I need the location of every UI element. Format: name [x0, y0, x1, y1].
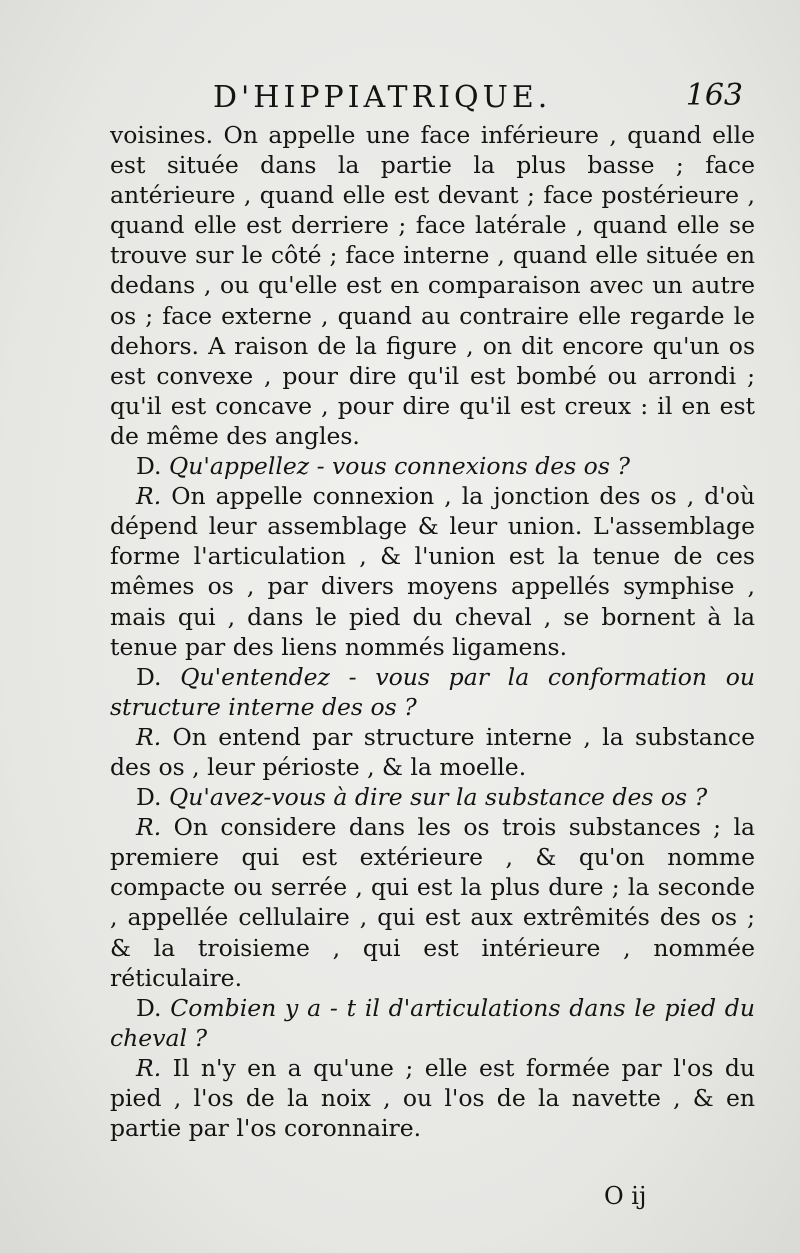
body-text	[110, 120, 755, 1143]
question-text: Combien y a - t il d'articulations dans le pied du cheval ?	[110, 993, 755, 1052]
answer-3	[110, 812, 755, 993]
question-text: Qu'entendez - vous par la conformation ou structure interne des os ?	[110, 662, 755, 721]
answer-label: R.	[136, 813, 162, 842]
answer-text: On entend par structure interne , la substance des os , leur périoste , & la moelle.	[110, 722, 755, 781]
answer-label: R.	[136, 722, 162, 751]
signature-mark: O ij	[604, 1182, 647, 1210]
answer-text: Il n'y en a qu'une ; elle est formée par l'os du pied , l'os de la noix , ou l'os de la navette , & en partie par l'os coronnaire.	[110, 1053, 755, 1143]
question-4	[110, 993, 755, 1053]
question-3	[110, 782, 755, 812]
answer-label: R.	[136, 482, 162, 511]
question-label: D.	[136, 452, 162, 481]
question-label: D.	[136, 993, 162, 1022]
question-2	[110, 662, 755, 722]
answer-2	[110, 722, 755, 782]
question-1	[110, 451, 755, 481]
answer-text: On considere dans les os trois substances ; la premiere qui est extérieure , & qu'on nomme compacte ou serrée , qui est la plus dure ; la seconde , appellée cellulaire , qui est aux extrêmités des os ; & la troisieme , qui est intérieure , nommée réticulaire.	[110, 813, 755, 992]
paragraph-continuation: voisines. On appelle une face inférieure , quand elle est située dans la partie la plus basse ; face antérieure , quand elle est devant ; face postérieure , quand elle est derriere ; face latérale , quand elle se trouve sur le côté ; face interne , quand elle située en dedans , ou qu'elle est en comparaison avec un autre os ; face externe , quand au contraire elle regarde le dehors. A raison de la figure , on dit encore qu'un os est convexe , pour dire qu'il est bombé ou arrondi ; qu'il est concave , pour dire qu'il est creux : il en est de même des angles.	[110, 121, 755, 450]
running-head	[213, 78, 743, 118]
answer-1	[110, 481, 755, 662]
question-label: D.	[136, 783, 162, 812]
question-label: D.	[136, 662, 162, 691]
question-text: Qu'avez-vous à dire sur la substance des os ?	[168, 783, 708, 812]
page-number: 163	[685, 78, 743, 113]
answer-label: R.	[136, 1053, 162, 1082]
answer-4	[110, 1053, 755, 1143]
running-title: D'HIPPIATRIQUE.	[213, 80, 552, 115]
question-text: Qu'appellez - vous connexions des os ?	[168, 452, 630, 481]
answer-text: On appelle connexion , la jonction des os , d'où dépend leur assemblage & leur union. L'assemblage forme l'articulation , & l'union est la tenue de ces mêmes os , par divers moyens appellés symphise , mais qui , dans le pied du cheval , se bornent à la tenue par des liens nommés ligamens.	[110, 482, 755, 661]
